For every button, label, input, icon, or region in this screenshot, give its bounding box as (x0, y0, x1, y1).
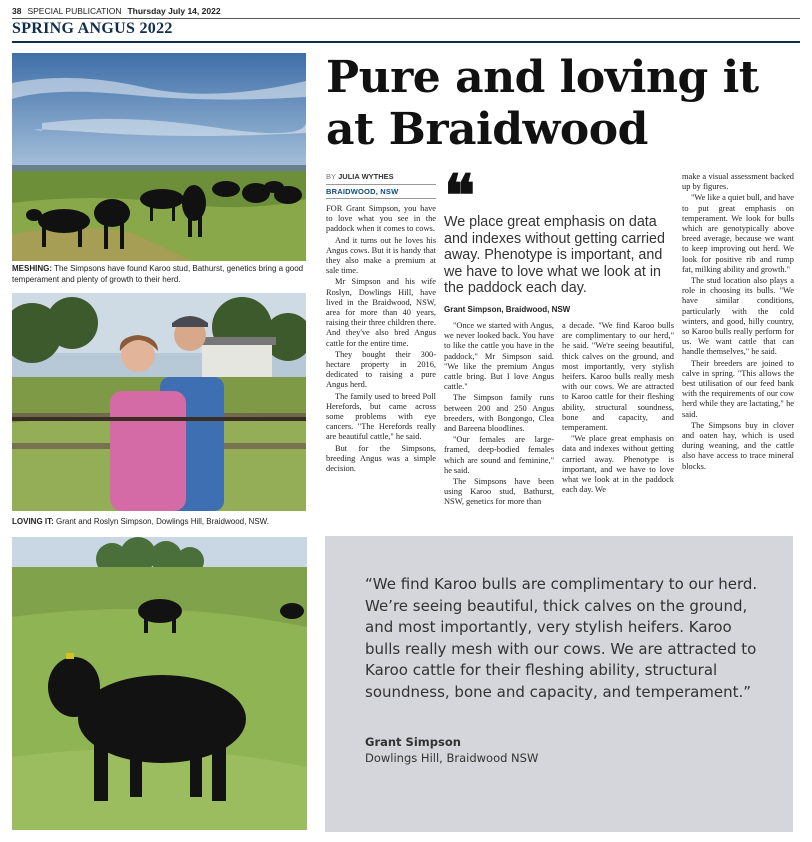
paragraph: a decade. "We find Karoo bulls are complimentary to our herd," he said. "We're seeing beautiful, thick calves on the ground, and most importantly, very stylish heifers. Karoo bulls really mesh with our cows. We are attracted to Karoo cattle for their fleshing ability, structural soundness, bone and capacity, and temperament. (562, 321, 674, 433)
page-number: 38 (12, 6, 22, 16)
featured-quote-text: “We find Karoo bulls are complimentary to our herd. We’re seeing beautiful, thick calves on the ground, and most importantly, very stylish heifers. Karoo bulls really mesh with our cows. We are attracted to Karoo cattle for their fleshing ability, structural soundness, bone and capacity, and temperament.” (365, 575, 758, 701)
photo-black-cow (12, 537, 307, 830)
paragraph: The stud location also plays a role in choosing its bulls. "We have similar conditions, particularly with the cold winters, and good, hilly country, so Karoo bulls really perform for us. We want cattle that can handle themselves," he said. (682, 276, 794, 357)
paragraph: "We like a quiet bull, and have to put great emphasis on temperament. We look for bulls which are genotypically above breed average, because we want to keep improving out herd. We look for positive rib and rump fat, milking ability and growth." (682, 193, 794, 274)
article-column-4 (682, 172, 794, 473)
photo-cattle-paddock (12, 53, 306, 261)
article-column-1 (326, 204, 436, 475)
paragraph: The family used to breed Poll Herefords, but came across some problems with eye cancers. "The Herefords really are beautiful cattle," he said. (326, 391, 436, 442)
featured-quote-location: Dowlings Hill, Braidwood NSW (365, 751, 539, 765)
article-column-2 (444, 321, 554, 509)
byline-divider (326, 184, 436, 185)
paragraph: And it turns out he loves his Angus cows. But it is handy that they also make a premium at sale time. (326, 235, 436, 276)
dateline: BRAIDWOOD, NSW (326, 187, 399, 196)
dateline-divider (326, 198, 436, 199)
photo2-caption (12, 517, 306, 528)
paragraph: Mr Simpson and his wife Roslyn, Dowlings Hill, have lived in the Braidwood, NSW, area for more than 40 years, raising their three children there. And they've also bred Angus cattle for the entire time. (326, 277, 436, 348)
paragraph: Their breeders are joined to calve in spring. "This allows the best utilisation of our feed bank with the requirements of our cow herd while they are lactating," he said. (682, 358, 794, 419)
article-headline: Pure and loving it at Braidwood (326, 52, 759, 155)
caption-label: LOVING IT: (12, 517, 54, 526)
photo1-caption (12, 264, 306, 285)
photo-couple-at-gate (12, 293, 306, 511)
section-divider (12, 41, 800, 43)
quote-icon: ❝ (444, 162, 476, 230)
section-title: SPRING ANGUS 2022 (12, 20, 173, 37)
paragraph: "Once we started with Angus, we never looked back. You have to like the cattle you have in the paddock," Mr Simpson said. "We like the premium Angus cattle bring. But I love Angus cattle." (444, 321, 554, 392)
header-divider (12, 18, 800, 19)
pullquote-attribution: Grant Simpson, Braidwood, NSW (444, 304, 571, 314)
page-header (12, 4, 800, 18)
byline (326, 172, 436, 181)
caption-label: MESHING: (12, 264, 52, 273)
author-name: JULIA WYTHES (338, 172, 394, 181)
paragraph: make a visual assessment backed up by figures. (682, 172, 794, 192)
pullquote-text: We place great emphasis on data and indexes without getting carried away. Phenotype is important, and we have to love what we look at in the paddock each day. (444, 214, 665, 296)
paragraph: "Our females are large-framed, deep-bodied females which are sound and feminine," he said. (444, 435, 554, 475)
paragraph: "We place great emphasis on data and indexes without getting carried away. Phenotype is important, and we have to love what we look at in the paddock each day. We (562, 434, 674, 495)
paragraph: But for the Simpsons, breeding Angus was a simple decision. (326, 443, 436, 474)
caption-text: The Simpsons have found Karoo stud, Bathurst, genetics bring a good temperament and plenty of growth to their herd. (12, 264, 304, 284)
pullquote (444, 162, 674, 314)
featured-quote-name: Grant Simpson (365, 735, 461, 749)
byline-prefix: BY (326, 172, 337, 181)
paragraph: FOR Grant Simpson, you have to love what you see in the paddock when it comes to cows. (326, 204, 436, 234)
paragraph: The Simpson family runs between 200 and 250 Angus breeders, with Bongongo, Clea and Bareena bloodlines. (444, 393, 554, 434)
publication-name: SPECIAL PUBLICATION (27, 6, 122, 16)
issue-date: Thursday July 14, 2022 (127, 6, 221, 16)
paragraph: The Simpsons buy in clover and oaten hay, which is used during weaning, and the cattle also have access to trace mineral blocks. (682, 420, 794, 471)
paragraph: The Simpsons have been using Karoo stud, Bathurst, NSW, genetics for more than (444, 477, 554, 507)
featured-quote-box (325, 536, 793, 832)
caption-text: Grant and Roslyn Simpson, Dowlings Hill, Braidwood, NSW. (56, 517, 269, 526)
paragraph: They bought their 300-hectare property in 2016, dedicated to raising a pure Angus herd. (326, 349, 436, 390)
article-column-3 (562, 321, 674, 496)
